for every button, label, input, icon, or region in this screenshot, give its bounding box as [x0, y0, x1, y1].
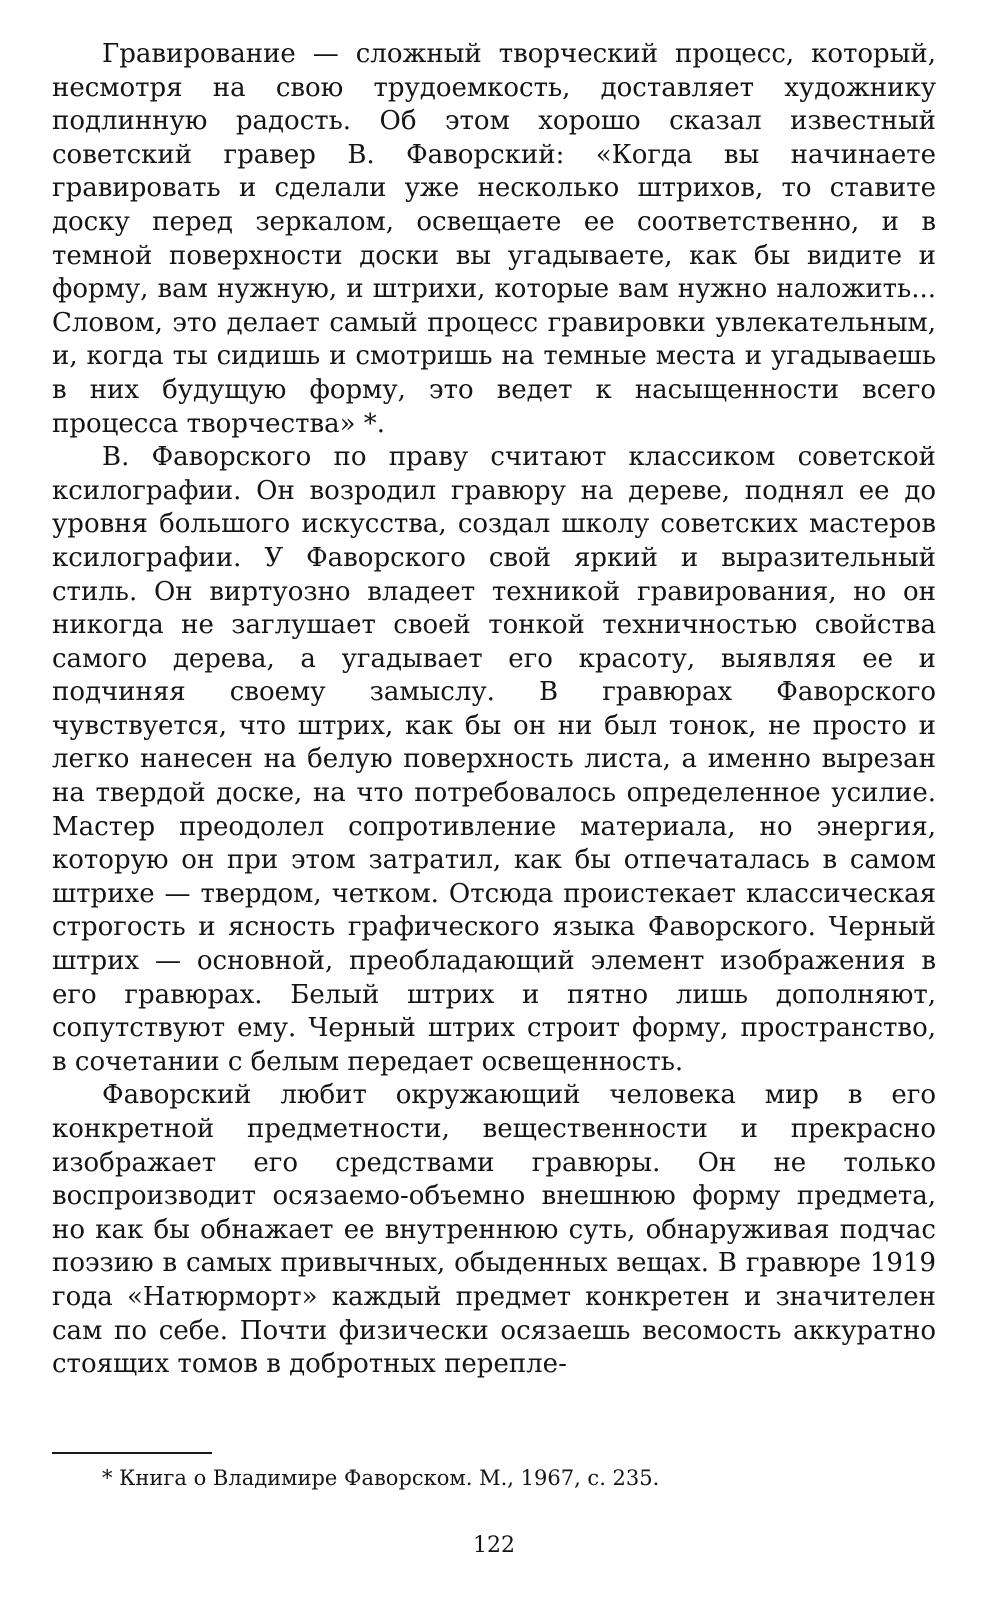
paragraph-2: В. Фаворского по праву считают классиком советской ксилографии. Он возродил гравюру на дереве, поднял ее до уровня большого искусства, создал школу советских мастеров ксилографии. У Фаворского свой яркий и выразительный стиль. Он виртуозно владеет техникой гравирования, но он никогда не заглушает своей тонкой техничностью свойства самого дерева, а угадывает его красоту, выявляя ее и подчиняя своему замыслу. В гравюрах Фаворского чувствуется, что штрих, как бы он ни был тонок, не просто и легко нанесен на белую поверхность листа, а именно вырезан на твердой доске, на что потребовалось определенное усилие. Мастер преодолел сопротивление материала, но энергия, которую он при этом затратил, как бы отпечаталась в самом штрихе — твердом, четком. Отсюда проистекает классическая строгость и ясность графического языка Фаворского. Черный штрих — основной, преобладающий элемент изображения в его гравюрах. Белый штрих и пятно лишь дополняют, сопутствуют ему. Черный штрих строит форму, пространство, в сочетании с белым передает освещенность.: [52, 442, 936, 1077]
book-page: [52, 38, 936, 1558]
main-text: [52, 38, 936, 1382]
footnote-divider: [52, 1452, 212, 1454]
paragraph-3: Фаворский любит окружающий человека мир в его конкретной предметности, вещественности и прекрасно изображает его средствами гравюры. Он не только воспроизводит осязаемо-объемно внешнюю форму предмета, но как бы обнажает ее внутреннюю суть, обнаруживая подчас поэзию в самых привычных, обыденных вещах. В гравюре 1919 года «Натюрморт» каждый предмет конкретен и значителен сам по себе. Почти физически осязаешь весомость аккуратно стоящих томов в добротных переплe-: [52, 1080, 936, 1380]
page-number: 122: [473, 1533, 515, 1558]
paragraph-1: Гравирование — сложный творческий процесс, который, несмотря на свою трудоемкость, доставляет художнику подлинную радость. Об этом хорошо сказал известный советский гравер В. Фаворский: «Когда вы начинаете гравировать и сделали уже несколько штрихов, то ставите доску перед зеркалом, освещаете ее соответственно, и в темной поверхности доски вы угадываете, как бы видите и форму, вам нужную, и штрихи, которые вам нужно наложить... Словом, это делает самый процесс гравировки увлекательным, и, когда ты сидишь и смотришь на темные места и угадываешь в них будущую форму, это ведет к насыщенности всего процесса творчества» *.: [52, 39, 936, 439]
footnote: * Книга о Владимире Фаворском. М., 1967, с. 235.: [102, 1466, 660, 1490]
